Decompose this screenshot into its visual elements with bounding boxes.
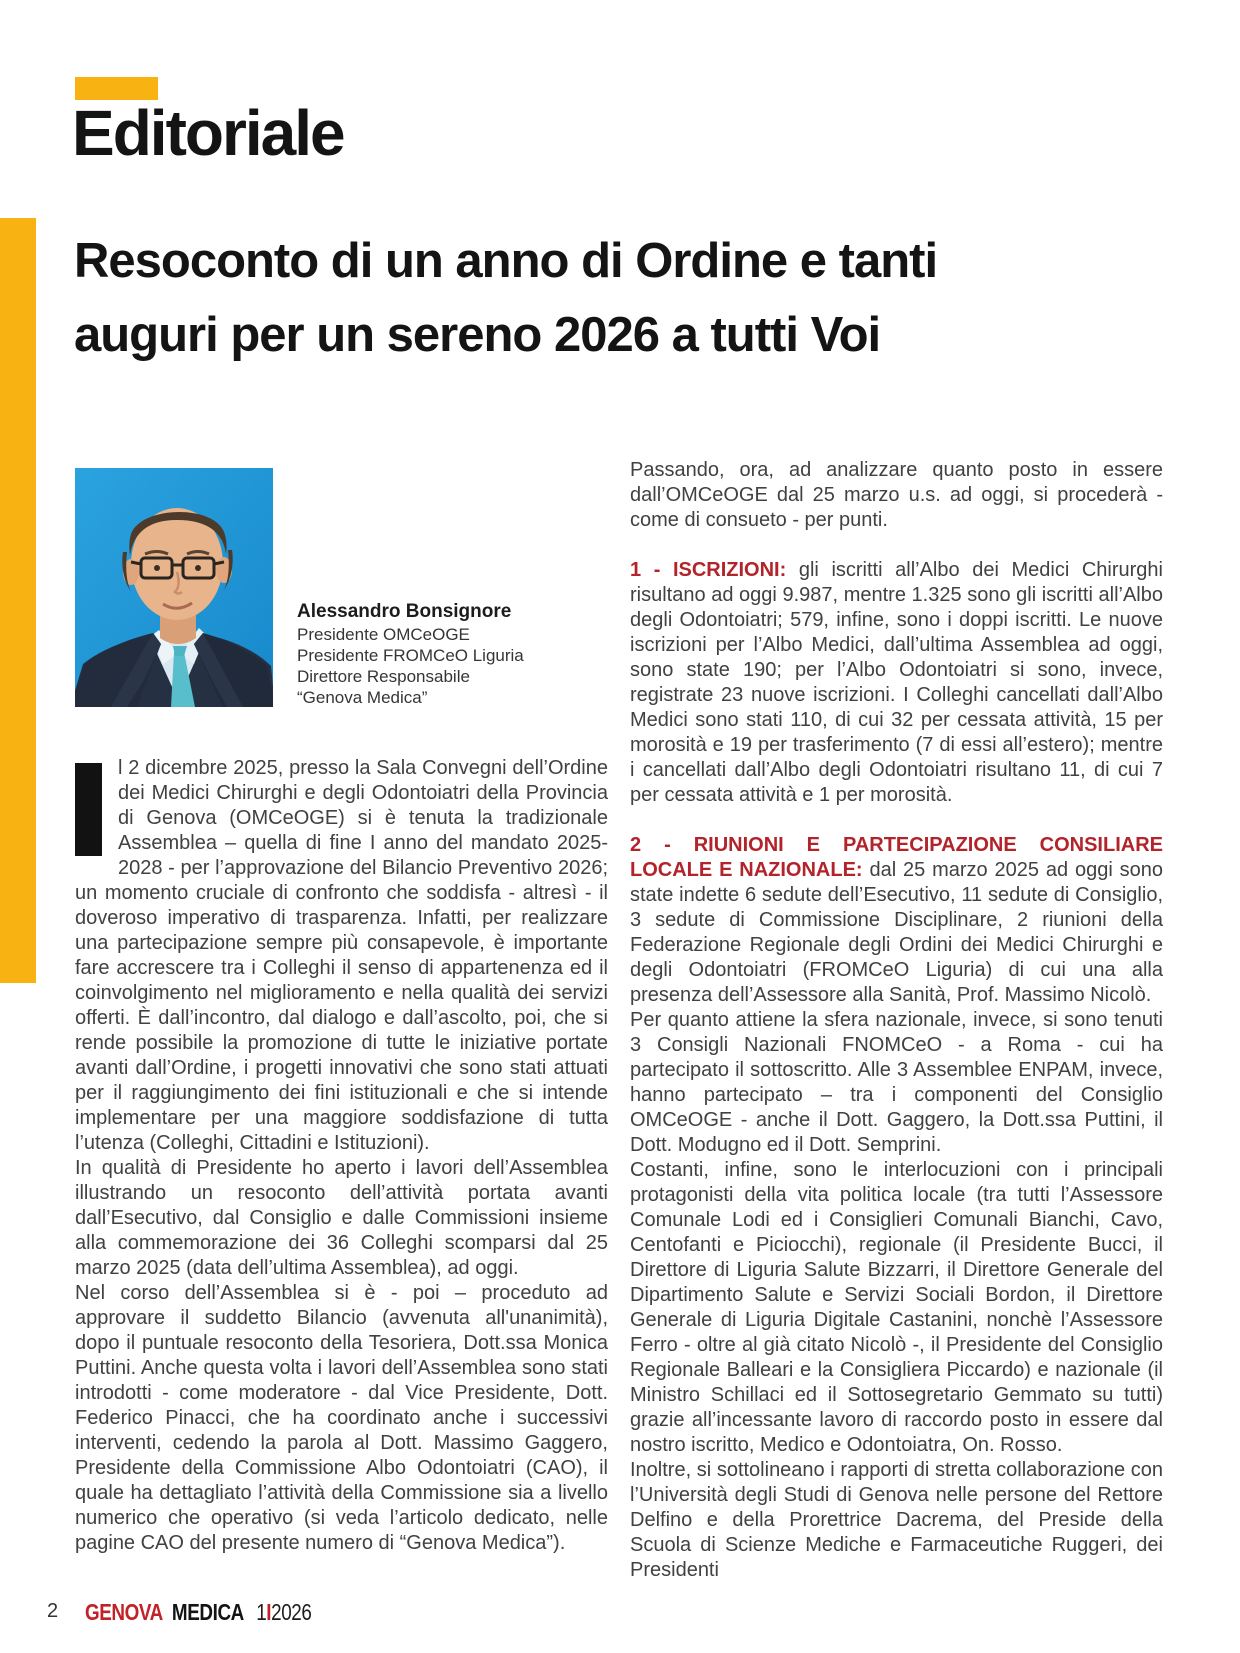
left-accent-bar xyxy=(0,218,36,983)
paragraph-opening-text: l 2 dicembre 2025, presso la Sala Convegni dell’Ordine dei Medici Chirurghi e degli Odontoiatri della Provincia di Genova (OMCeOGE) si è tenuta la tradizionale Assemblea – quella di fine I anno del mandato 2025-2028 - per l’approvazione del Bilancio Preventivo 2026; un momento cruciale di confronto che soddisfa - altresì - il doveroso imperativo di trasparenza. Infatti, per realizzare una partecipazione sempre più consapevole, è importante fare accrescere tra i Colleghi il senso di appartenenza ed il coinvolgimento nel miglioramento e nella qualità dei servizi offerti. È dall’incontro, dal dialogo e dall’ascolto, poi, che si rende possibile la promozione di tutte le iniziative portate avanti dall’Ordine, i progetti innovativi che sono stati attuati per il raggiungimento dei fini istituzionali e che si intende implementare per una maggiore soddisfazione di tutta l’utenza (Colleghi, Cittadini e Istituzioni). xyxy=(75,757,608,1154)
section-2-heading: 2 - RIUNIONI E PARTECIPAZIONE CONSILIARE LOCALE E NAZIONALE: xyxy=(630,834,1163,881)
paragraph-assembly-report: In qualità di Presidente ho aperto i lavori dell’Assemblea illustrando un resoconto dell’attività portata avanti dall’Esecutivo, dal Consiglio e dalle Commissioni insieme alla commemorazione dei 36 Colleghi scomparsi dal 25 marzo 2025 (data dell’ultima Assemblea), ad oggi. xyxy=(75,1157,608,1279)
page-number: 2 xyxy=(47,1600,59,1622)
article-title-line1: Resoconto di un anno di Ordine e tanti xyxy=(74,234,938,288)
paragraph-budget-approval: Nel corso dell’Assemblea si è - poi – proceduto ad approvare il suddetto Bilancio (avvenuta all'unanimità), dopo il puntuale resoconto della Tesoriera, Dott.ssa Monica Puttini. Anche questa volta i lavori dell’Assemblea sono stati introdotti - come moderatore - dal Vice Presidente, Dott. Federico Pinacci, che ha coordinato anche i successivi interventi, cedendo la parola al Dott. Massimo Gaggero, Presidente della Commissione Albo Odontoiatri (CAO), il quale ha dettagliato l’attività della Commissione sia a livello numerico che operativo (si veda l’articolo dedicato, nelle pagine CAO del presente numero di “Genova Medica”). xyxy=(75,1282,608,1554)
author-role-1: Presidente OMCeOGE xyxy=(297,625,470,644)
paragraph-political-relations: Costanti, infine, sono le interlocuzioni con i principali protagonisti della vita politica locale (tra tutti l’Assessore Comunale Lodi ed i Consiglieri Comunali Bianchi, Cavo, Centofanti e Piciocchi), regionale (il Presidente Bucci, il Direttore di Liguria Salute Bizzarri, il Direttore Generale del Dipartimento Salute e Servizi Sociali Bordon, il Direttore Generale di Liguria Digitale Castanini, nonchè l’Assessore Ferro - oltre al già citato Nicolò -, il Presidente del Consiglio Regionale Balleari e la Consigliera Piccardo) e nazionale (il Ministro Schillaci ed il Sottosegretario Gemmato su tutti) grazie all’incessante lavoro di raccordo posto in essere dal nostro iscritto, Medico e Odontoiatra, On. Rosso. xyxy=(630,1159,1163,1456)
paragraph-intro: Passando, ora, ad analizzare quanto posto in essere dall’OMCeOGE dal 25 marzo u.s. ad oggi, si procederà - come di consueto - per punti. xyxy=(630,459,1163,531)
paragraph-opening xyxy=(75,756,608,1156)
author-role-3: Direttore Responsabile xyxy=(297,667,470,686)
author-role-2: Presidente FROMCeO Liguria xyxy=(297,646,524,665)
body-column-left xyxy=(75,756,608,1556)
paragraph-national-meetings: Per quanto attiene la sfera nazionale, invece, si sono tenuti 3 Consigli Nazionali FNOMCeO - a Roma - cui ha partecipato il sottoscritto. Alle 3 Assemblee ENPAM, invece, hanno partecipato – tra i componenti del Consiglio OMCeOGE - anche il Dott. Gaggero, la Dott.ssa Puttini, il Dott. Modugno ed il Dott. Semprini. xyxy=(630,1009,1163,1156)
portrait-illustration xyxy=(75,468,273,707)
issue-number: 1 xyxy=(255,1599,266,1625)
paragraph-section-2 xyxy=(630,833,1163,1008)
issue-label xyxy=(256,1599,311,1625)
section-kicker: Editoriale xyxy=(72,97,344,169)
section-1-heading: 1 - ISCRIZIONI: xyxy=(630,559,787,581)
section-1-text: gli iscritti all’Albo dei Medici Chirurghi risultano ad oggi 9.987, mentre 1.325 sono gli iscritti all’Albo degli Odontoiatri; 579, infine, sono i doppi iscritti. Le nuove iscrizioni per l’Albo Medici, dall’ultima Assemblea ad oggi, sono state 190; per l’Albo Odontoiatri si sono, invece, registrate 23 nuove iscrizioni. I Colleghi cancellati dall’Albo Medici sono stati 110, di cui 32 per cessata attività, 15 per morosità e 19 per trasferimento (7 di essi all’estero); mentre i cancellati dall’Albo degli Odontoiatri risultano 11, di cui 7 per cessata attività e 1 per morosità. xyxy=(630,559,1163,806)
magazine-logo-genova: GENOVA xyxy=(84,1599,162,1625)
article-title xyxy=(74,224,1174,372)
magazine-logo-medica: MEDICA xyxy=(171,1599,243,1625)
author-name: Alessandro Bonsignore xyxy=(297,601,512,622)
body-column-right xyxy=(630,458,1163,1583)
portrait-photo xyxy=(75,468,273,707)
issue-separator: I xyxy=(265,1599,271,1625)
paragraph-university-relations: Inoltre, si sottolineano i rapporti di stretta collaborazione con l’Università degli Studi di Genova nelle persone del Rettore Delfino e della Prorettrice Dacrema, del Preside della Scuola di Scienze Mediche e Farmaceutiche Ruggeri, dei Presidenti xyxy=(630,1459,1163,1581)
article-title-line2: auguri per un sereno 2026 a tutti Voi xyxy=(74,308,881,362)
issue-year: 2026 xyxy=(270,1599,312,1625)
drop-cap-letter: I xyxy=(75,763,101,856)
magazine-logo xyxy=(85,1599,311,1626)
author-caption xyxy=(297,601,524,708)
paragraph-section-1 xyxy=(630,558,1163,808)
page-footer xyxy=(47,1599,361,1625)
section-2-text: dal 25 marzo 2025 ad oggi sono state indette 6 sedute dell’Esecutivo, 11 sedute di Consiglio, 3 sedute di Commissione Disciplinare, 2 riunioni della Federazione Regionale degli Ordini dei Medici Chirurghi e degli Odontoiatri (FROMCeO Liguria) di cui una alla presenza dell’Assessore alla Sanità, Prof. Massimo Nicolò. xyxy=(630,859,1163,1006)
author-role-4: “Genova Medica” xyxy=(297,688,428,707)
